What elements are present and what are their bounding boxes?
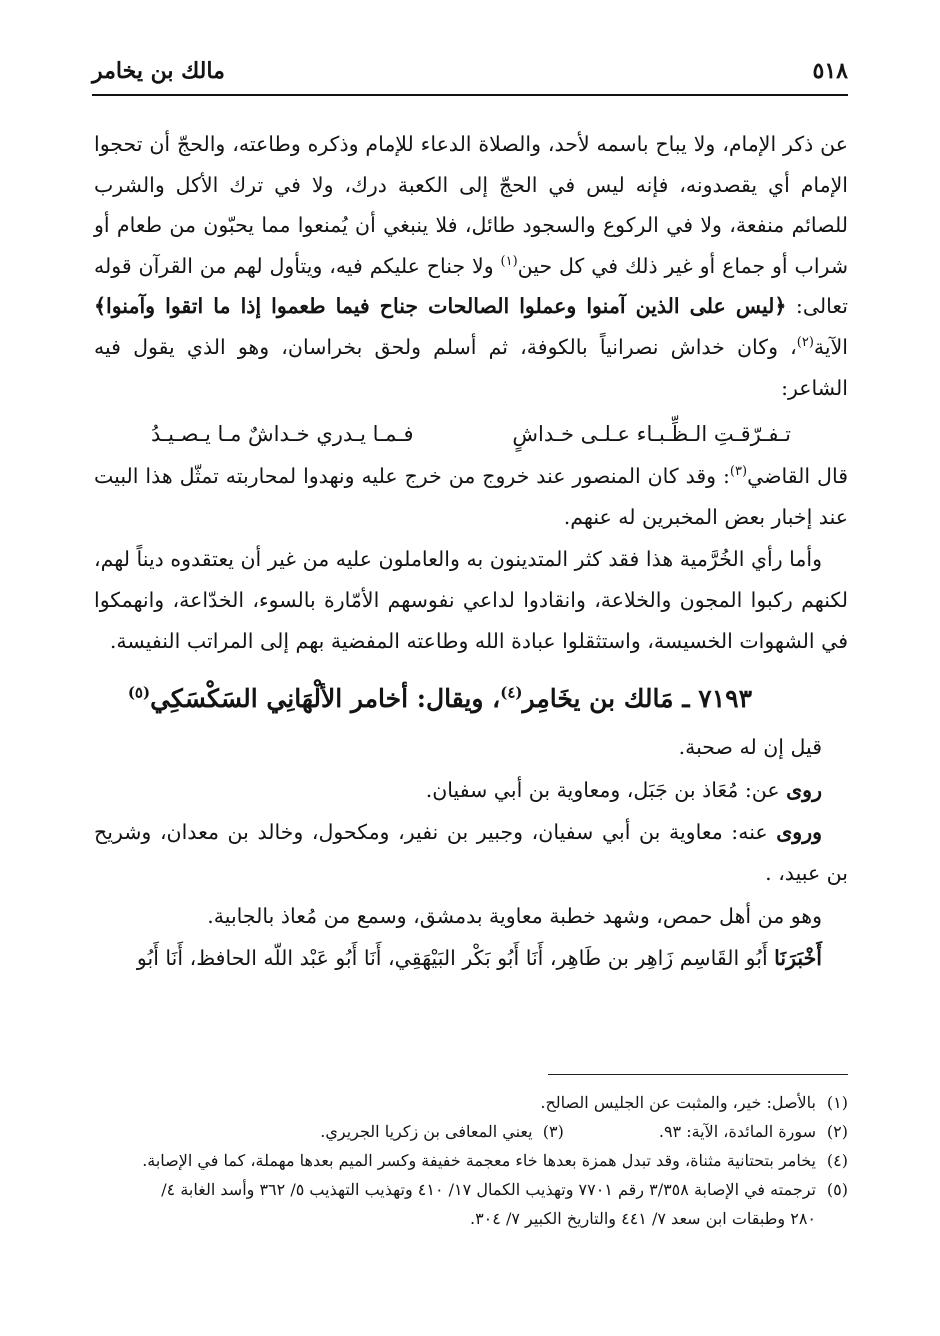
text-segment: ، وكان خداش نصرانياً بالكوفة، ثم أسلم ولحق بخراسان، وهو الذي يقول فيه الشاعر: (94, 334, 848, 400)
footnote-ref-4[interactable]: (٤) (500, 683, 523, 702)
page-header (92, 50, 848, 88)
paragraph-2 (94, 456, 848, 537)
verse-hemistich-1: تـفـرّقـتِ الـظِّـبـاء عـلـى خـداشٍ (512, 422, 791, 447)
paragraph-5 (94, 770, 848, 811)
header-rule (92, 94, 848, 96)
entry-heading (94, 677, 848, 721)
paragraph-6 (94, 812, 848, 893)
akhbarana-label: أَخْبَرَنَا (774, 946, 822, 971)
page-number: ٥١٨ (812, 58, 848, 84)
text-segment: قال القاضي (747, 464, 848, 489)
text-segment: الآية (813, 334, 848, 359)
verse-hemistich-2: فـمـا يـدري خـداشٌ مـا يـصـيـدُ (151, 422, 414, 447)
footnote-ref-5[interactable]: (٥) (127, 683, 151, 702)
rawa-label: روى (786, 777, 822, 802)
entry-name: ـ مَالك بن يخَامِر (522, 684, 690, 714)
text-segment: ولا جناح عليكم فيه، ويتأول لهم من القرآن قوله تعالى: (94, 253, 848, 319)
text-segment: عن: مُعَاذ بن جَبَل، ومعاوية بن أبي سفيان. (425, 777, 787, 802)
footnote-text: ترجمته في الإصابة ٣/٣٥٨ رقم ٧٧٠١ وتهذيب الكمال ١٧/ ٤١٠ وتهذيب التهذيب ٥/ ٣٦٢ وأسد الغابة ٤/ (161, 1180, 816, 1199)
footnote-ref-3[interactable]: (٣) (729, 464, 748, 480)
text-segment: عن ذكر الإمام، ولا يباح باسمه لأحد، والصلاة الدعاء للإمام وذكره وطاعته، والحجّ أن تحجوا الإمام أي يقصدونه، فإنه ليس في الحجّ إلى الكعبة درك، ولا في ترك الأكل والشرب للصائم منفعة، ولا في الركوع والسجود طائل، فلا ينبغي أن يُمنعوا مما يحبّون من طعام أو شراب أو جماع أو غير ذلك في كل حين (94, 132, 849, 278)
footnote-rule (548, 1074, 848, 1075)
text-segment: : وقد كان المنصور عند خروج من خرج عليه ونهدوا لمحاربته تمثّل هذا البيت عند إخبار بعض المخبرين له عنهم. (94, 464, 848, 529)
footnote-4 (92, 1146, 848, 1175)
footnote-number: (٣) (542, 1122, 564, 1141)
footnote-5 (92, 1175, 848, 1204)
footnote-5-continued: ٢٨٠ وطبقات ابن سعد ٧/ ٤٤١ والتاريخ الكبير ٧/ ٣٠٤. (469, 1209, 816, 1228)
footnote-text: سورة المائدة، الآية: ٩٣. (658, 1122, 816, 1141)
paragraph-1 (94, 124, 848, 408)
paragraph-3: وأما رأي الخُرَّمية هذا فقد كثر المتدينون به والعاملون عليه من غير أن يعتقدوه ديناً لهم، لكنهم ركبوا المجون والخلاعة، وانقادوا لداعي نفوسهم الأمّارة بالسوء، الخدّاعة، وانهمكوا في الشهوات الخسيسة، واستثقلوا عبادة الله وطاعته المفضية بهم إلى المراتب النفيسة. (94, 547, 848, 653)
footnote-number: (١) (826, 1093, 848, 1112)
text-segment: عنه: معاوية بن أبي سفيان، وجبير بن نفير، ومكحول، وخالد بن معدان، وشريح بن عبيد، . (94, 820, 848, 885)
entry-number: ٧١٩٣ (698, 684, 752, 714)
quran-quote: ﴿ليس على الذين آمنوا وعملوا الصالحات جناح فيما طعموا إذا ما اتقوا وآمنوا﴾ (94, 294, 787, 319)
footnotes (92, 1088, 848, 1233)
footnote-number: (٥) (826, 1180, 848, 1199)
footnote-2-3 (92, 1117, 848, 1146)
main-text (94, 124, 848, 979)
footnote-number: (٢) (826, 1122, 848, 1141)
footnote-text: بالأصل: خير، والمثبت عن الجليس الصالح. (540, 1093, 816, 1112)
rawa-anhu-label: وروى (776, 820, 822, 845)
footnote-ref-2[interactable]: (٢) (796, 335, 814, 351)
running-title: مالك بن يخامر (92, 58, 225, 84)
paragraph-7: وهو من أهل حمص، وشهد خطبة معاوية بدمشق، وسمع من مُعاذ بالجابية. (207, 903, 822, 928)
text-segment: أَبُو القَاسِم زَاهِر بن طَاهِر، أَنَا أَبُو بَكْر البَيْهَقِي، أَنَا أَبُو عَبْد اللّه الحافظ، أَنَا أَبُو (136, 946, 775, 971)
paragraph-4: قيل إن له صحبة. (678, 735, 822, 760)
footnote-text: يعني المعافى بن زكريا الجريري. (320, 1122, 533, 1141)
footnote-ref-1[interactable]: (١) (500, 253, 518, 269)
paragraph-8 (94, 938, 848, 979)
poem-verse (151, 414, 791, 454)
footnote-1 (92, 1088, 848, 1117)
footnote-text: يخامر بتحتانية مثناة، وقد تبدل همزة بعدها خاء معجمة خفيفة وكسر الميم بعدها مهملة، كما في الإصابة. (142, 1151, 816, 1170)
footnote-number: (٤) (826, 1151, 848, 1170)
entry-alt-name: ، ويقال: أخامر الألْهَانِي السَكْسَكِي (150, 684, 501, 714)
